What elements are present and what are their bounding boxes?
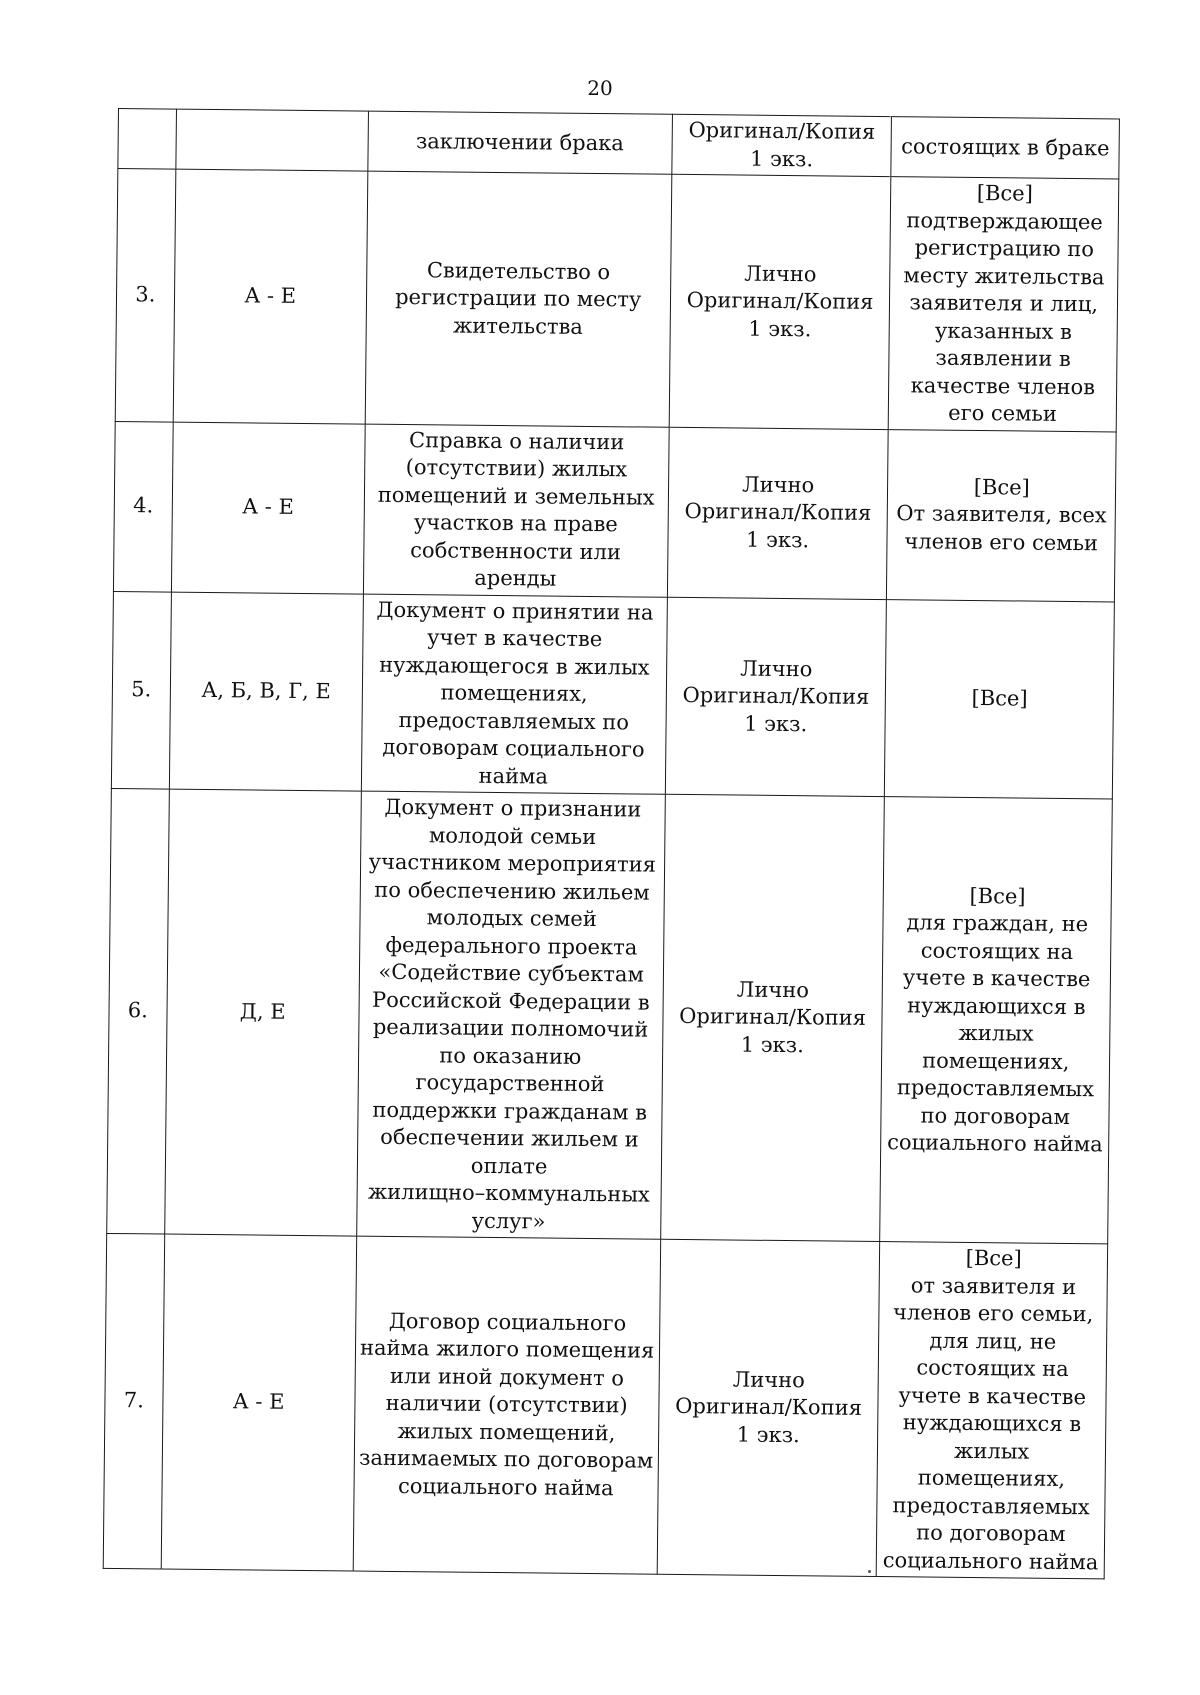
table-row	[115, 169, 1119, 432]
cell-line: Лично	[742, 472, 815, 498]
cell-line: помещений и земельных	[377, 482, 655, 510]
cell-line: [Все]	[973, 474, 1030, 500]
cell-line: членов его семьи,	[892, 1300, 1094, 1327]
cell-line: Оригинал/Копия	[684, 499, 872, 526]
cell-line: жилищно–коммунальных	[367, 1179, 650, 1207]
condition-cell	[885, 599, 1115, 799]
table-row	[118, 109, 1120, 179]
category-cell: А - Е	[173, 169, 368, 423]
row-number-cell: 7.	[103, 1233, 164, 1569]
cell-line: жительства	[452, 313, 584, 339]
cell-line: жилых помещений,	[397, 1418, 616, 1446]
cell-line: аренды	[474, 565, 557, 591]
cell-line: занимаемых по договорам	[358, 1445, 654, 1473]
document-cell	[356, 791, 665, 1239]
cell-line: качестве членов	[910, 372, 1096, 399]
cell-line: Документ о признании	[384, 794, 642, 822]
cell-line: 1 экз.	[748, 316, 812, 341]
cell-line: по оказанию	[439, 1042, 582, 1069]
cell-line: Оригинал/Копия	[682, 682, 870, 709]
condition-cell	[891, 117, 1119, 179]
cell-line: обеспечении жильем и	[380, 1124, 639, 1152]
table-row	[107, 788, 1113, 1243]
cell-line: найма	[478, 763, 549, 789]
cell-line: Лично	[732, 1367, 805, 1393]
row-number-cell: 4.	[113, 421, 172, 592]
submission-method-cell	[665, 597, 887, 797]
cell-line: Оригинал/Копия	[688, 117, 876, 144]
cell-line: нуждающихся в	[907, 992, 1086, 1019]
cell-line: жилых	[958, 1020, 1034, 1046]
row-number-cell: 3.	[115, 169, 175, 422]
cell-line: Российской Федерации в	[371, 987, 650, 1015]
cell-line: членов его семьи	[904, 529, 1099, 556]
category-cell	[176, 109, 369, 171]
cell-line: социального найма	[882, 1547, 1099, 1574]
cell-line: заявителя и лиц,	[909, 290, 1099, 317]
cell-line: наличии (отсутствии)	[385, 1391, 628, 1418]
cell-line: нуждающегося в жилых	[379, 652, 650, 680]
cell-line: Оригинал/Копия	[686, 287, 874, 314]
row-number-cell: 5.	[111, 591, 171, 789]
cell-line: участником мероприятия	[368, 849, 657, 877]
documents-table	[103, 108, 1120, 1579]
cell-line: Оригинал/Копия	[679, 1004, 867, 1031]
cell-line: Лично	[740, 656, 813, 681]
table-row	[111, 591, 1114, 799]
cell-line: [Все]	[976, 180, 1034, 206]
cell-line: Договор социального	[388, 1308, 627, 1336]
cell-line: месту жительства	[903, 262, 1105, 289]
submission-method-cell	[667, 427, 888, 599]
category-cell: А - Е	[171, 422, 365, 594]
cell-line: Лично	[736, 977, 810, 1003]
cell-line: по обеспечению жильем	[374, 877, 650, 905]
cell-line: Лично	[744, 261, 817, 286]
cell-line: 1 экз.	[736, 1422, 800, 1447]
cell-line: подтверждающее	[906, 207, 1103, 234]
cell-line: предоставляемых по	[398, 707, 630, 734]
document-cell	[368, 111, 673, 174]
cell-line: указанных в	[934, 318, 1073, 344]
cell-line: участков на праве	[413, 510, 618, 537]
cell-line: предоставляемых	[892, 1492, 1090, 1519]
cell-line: Оригинал/Копия	[675, 1394, 863, 1421]
cell-line: регистрации по месту	[395, 284, 642, 312]
condition-cell	[887, 429, 1116, 601]
category-cell: А, Б, В, Г, Е	[169, 592, 363, 791]
cell-line: поддержки гражданам в	[372, 1097, 648, 1125]
cell-line: по договорам	[916, 1520, 1066, 1546]
document-cell	[363, 424, 669, 597]
submission-method-cell	[672, 114, 892, 176]
document-cell	[353, 1236, 661, 1574]
cell-line: для лиц, не	[929, 1328, 1057, 1354]
cell-line: молодых семей	[426, 905, 597, 932]
submission-method-cell	[660, 794, 884, 1241]
cell-line: социального найма	[887, 1130, 1103, 1157]
cell-line: или иной документ о	[389, 1363, 625, 1391]
cell-line: состоящих в браке	[901, 133, 1110, 161]
submission-method-cell	[657, 1239, 880, 1576]
condition-cell	[877, 1242, 1108, 1579]
cell-line: жилых	[953, 1438, 1030, 1464]
row-number-cell	[118, 109, 176, 170]
cell-line: Свидетельство о	[426, 257, 611, 284]
cell-line: социального найма	[397, 1473, 614, 1501]
submission-method-cell	[669, 174, 891, 429]
category-cell: Д, Е	[164, 789, 361, 1236]
table-row	[103, 1233, 1107, 1578]
cell-line: [Все]	[969, 883, 1026, 909]
cell-line: помещениях,	[922, 1047, 1070, 1074]
cell-line: Документ о принятии на	[376, 597, 654, 625]
cell-line: для граждан, не	[906, 910, 1089, 937]
cell-line: 1 экз.	[740, 1032, 804, 1057]
cell-line: его семьи	[948, 400, 1058, 426]
cell-line: учете в качестве	[898, 1382, 1087, 1409]
scan-speck	[868, 1570, 871, 1573]
cell-line: помещениях,	[917, 1465, 1066, 1491]
cell-line: собственности или	[410, 537, 622, 564]
cell-line: [Все]	[965, 1245, 1022, 1271]
cell-line: От заявителя, всех	[896, 501, 1107, 528]
table-row	[113, 421, 1116, 601]
cell-line: заключении брака	[415, 128, 624, 156]
cell-line: договорам социального	[382, 734, 645, 762]
cell-line: помещениях,	[440, 680, 588, 706]
condition-cell	[880, 797, 1112, 1244]
cell-line: молодой семьи	[428, 822, 597, 849]
cell-line: федерального проекта	[385, 932, 638, 959]
cell-line: 1 экз.	[745, 527, 810, 553]
cell-line: по договорам	[920, 1102, 1070, 1129]
condition-cell	[889, 177, 1119, 432]
cell-line: 1 экз.	[749, 146, 814, 171]
cell-line: состоящих на	[916, 1355, 1069, 1382]
cell-line: государственной	[415, 1070, 605, 1097]
document-cell	[365, 171, 672, 427]
cell-line: услуг»	[471, 1208, 546, 1234]
cell-line: учет в качестве	[427, 625, 603, 652]
cell-line: от заявителя и	[910, 1272, 1077, 1299]
cell-line: реализации полномочий	[372, 1014, 649, 1042]
page-number: 20	[587, 76, 613, 100]
cell-line: состоящих на	[920, 937, 1074, 964]
cell-line: учете в качестве	[902, 965, 1091, 992]
cell-line: нуждающихся в	[902, 1410, 1082, 1437]
cell-line: заявлении в	[935, 345, 1071, 371]
cell-line: 1 экз.	[744, 711, 808, 736]
cell-line: «Содействие субъектам	[378, 959, 644, 987]
cell-line: предоставляемых	[896, 1075, 1095, 1102]
cell-line: регистрацию по	[914, 235, 1095, 262]
cell-line: оплате	[470, 1153, 548, 1179]
cell-line: Справка о наличии	[409, 427, 625, 454]
row-number-cell: 6.	[107, 788, 169, 1234]
document-cell	[361, 594, 667, 795]
cell-line: [Все]	[971, 685, 1028, 711]
category-cell: А - Е	[161, 1234, 356, 1571]
cell-line: найма жилого помещения	[359, 1335, 655, 1363]
cell-line: (отсутствии) жилых	[405, 455, 628, 482]
